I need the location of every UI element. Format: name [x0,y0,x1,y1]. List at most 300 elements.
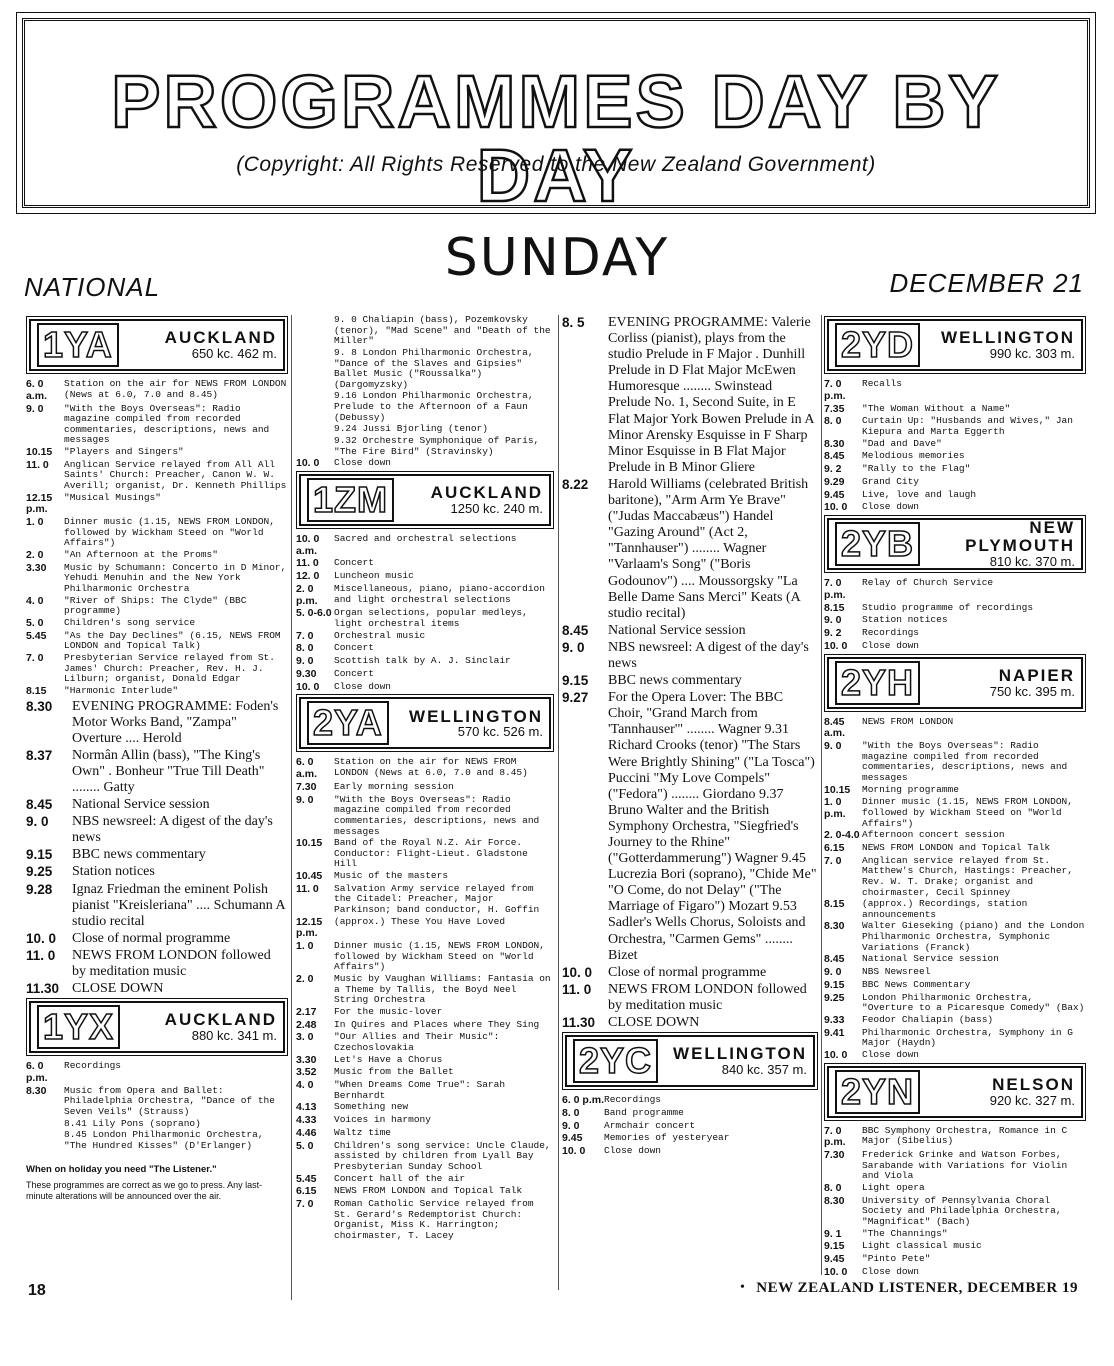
programme-entry [296,1128,554,1140]
entry-text: (approx.) Recordings, station announcements [862,898,1028,920]
entry-text: Melodious memories [862,450,965,462]
programme-entry [562,690,818,964]
programme-entry [824,1050,1086,1062]
entry-text: "Rally to the Flag" [862,463,971,474]
programme-entry [824,856,1086,899]
entry-time: 10. 0 [296,680,320,693]
entry-time: 9. 2 [824,463,842,475]
entry-time: 9. 0 [26,402,44,415]
station-city: WELLINGTON [409,706,543,726]
entry-text: "An Afternoon at the Proms" [64,549,218,560]
entry-text: "River of Ships: The Clyde" (BBC programme) [64,594,247,617]
programme-entry [296,1007,554,1019]
programme-entry [296,608,554,629]
entry-text: Live, love and laugh [862,488,977,500]
programme-entry [26,1119,288,1130]
entry-time: 10. 0 [562,1145,586,1158]
entry-time: 7.30 [824,1149,845,1161]
entry-time: 7.30 [296,780,317,793]
station-header [299,474,551,526]
entry-text: Presbyterian Service relayed from St. James' Church: Preacher, Rev. H. J. Lilburn; organist, Donald Edgar [64,651,275,685]
entry-time: 3.30 [26,561,47,574]
entry-time: 8. 0 [824,415,842,428]
programme-entry [824,451,1086,463]
entry-text: CLOSE DOWN [72,981,164,997]
entry-time [26,1130,64,1151]
programme-entry [824,785,1086,797]
programme-entry [562,673,818,689]
station-call-sign: 2YH [835,661,920,705]
entry-time: 10. 0 [562,964,593,980]
entry-time: 4.33 [296,1114,317,1127]
entry-text: Station on the air for NEWS FROM LONDON (News at 6.0, 7.0 and 8.45) [64,378,287,400]
station-info [920,667,1075,698]
entry-text: Normân Allin (bass), "The King's Own" . Bonheur "True Till Death" ........ Gatty [72,747,265,795]
station-frequency: 750 kc. 395 m. [989,683,1075,699]
station-frequency: 990 kc. 303 m. [989,346,1075,362]
programme-entry [26,550,288,562]
entry-time: 3.30 [296,1053,317,1066]
entry-time: 9.15 [824,978,845,991]
entry-text: Dinner music (1.15, NEWS FROM LONDON, followed by Wickham Steed on "World Affairs") [64,516,275,549]
programme-entry [824,1126,1086,1150]
entry-time: 12.15 p.m. [26,491,53,516]
entry-time: 9.29 [824,475,845,488]
programme-entry [296,795,554,838]
station-header [29,319,285,371]
programme-entry [26,379,288,403]
entry-time: 11. 0 [562,981,592,997]
entry-text: Concert [334,557,374,569]
entry-text: NEWS FROM LONDON followed by meditation music [72,947,271,979]
entry-time: 10. 0 [824,1048,848,1061]
programme-entry [26,699,288,747]
entry-text: Walter Gieseking (piano) and the London Philharmonic Orchestra, Symphonic Variations (Franck) [862,920,1085,953]
station-header [827,319,1083,371]
entry-text: Dinner music (1.15, NEWS FROM LONDON, followed by Wickham Steed on "World Affairs") [334,940,545,973]
programme-entry [26,563,288,595]
programme-entry [296,436,554,457]
entry-text: Scottish talk by A. J. Sinclair [334,655,511,667]
entry-time: 10. 0 [26,930,57,946]
entry-text: NBS newsreel: A digest of the day's news [608,639,809,671]
programme-entry [296,782,554,794]
entry-text: CLOSE DOWN [608,1015,700,1031]
entry-text: BBC news commentary [72,847,206,863]
programme-entry [26,631,288,652]
entry-time: 9. 0 [26,814,49,830]
programme-entry [824,830,1086,842]
copyright-notice: (Copyright: All Rights Reserved to the New Zealand Government) [236,153,876,176]
entry-time: 2. 0 p.m. [296,582,318,607]
entry-text: Anglican Service relayed from All All Saints' Church: Preacher, Canon W. W. Averill; organist, Dr. Kenneth Phillips [64,458,287,491]
station-frequency: 840 kc. 357 m. [721,1062,807,1078]
entry-time: 6.15 [296,1185,317,1198]
entry-time: 4. 0 [26,594,44,607]
programme-entry [824,379,1086,403]
column-1 [26,315,288,1300]
masthead [22,18,1090,217]
programme-entry [296,1055,554,1067]
programme-entry [824,628,1086,640]
entry-text: EVENING PROGRAMME: Valerie Corliss (pianist), plays from the studio Prelude in F Major . Dunhill Prelude in D Flat Major McEwen Humoresque ........ Swinstead Prelude No. 1, Second Suite, in E Flat Major York Bowen Prelude in A Minor Arensky Esquisse in F Sharp Minor Esquisse in B Flat Major Prelude in B Minor Gliere [608,315,814,475]
programme-entry [26,493,288,517]
entry-text: London Philharmonic Orchestra, "Overture to a Picaresque Comedy" (Bax) [862,991,1085,1014]
entry-time: 8.15 [824,898,845,911]
entry-time: 10. 0 [824,639,848,652]
entry-text: Band programme [604,1106,684,1118]
entry-text: Anglican service relayed from St. Matthew's Church, Hastings: Preacher, Rev. W. T. Drake; organist and choirmaster, Cecil Spinney [862,854,1073,898]
programme-entry [26,847,288,863]
entry-text: Close down [862,639,920,651]
entry-text: Close down [334,457,392,469]
entry-text: Concert [334,667,374,679]
programme-entry [296,669,554,681]
entry-time: 8.45 [562,622,589,638]
entry-time: 10. 0 a.m. [296,532,320,557]
entry-time: 9.25 [26,864,53,880]
programme-entry [296,917,554,941]
region-label: NATIONAL [24,272,161,302]
entry-time: 1. 0 [296,940,314,953]
entry-text: Band of the Royal N.Z. Air Force. Conductor: Flight-Lieut. Gladstone Hill [334,837,528,870]
programme-entry [562,315,818,476]
entry-time: 8. 0 [824,1181,842,1194]
programme-entry [824,1241,1086,1253]
entry-time: 9. 0 [562,1119,580,1132]
entry-text: NEWS FROM LONDON and Topical Talk [862,841,1051,853]
entry-time: 9.27 [562,690,589,706]
programme-entry [824,641,1086,653]
station-info [394,484,543,515]
entry-text: Recordings [64,1060,122,1072]
station-city: NAPIER [998,665,1075,685]
programme-entry [824,921,1086,953]
station-info [920,329,1075,360]
column-3 [562,315,818,1275]
station-info [658,1045,807,1076]
entry-time: 6. 0 p.m. [26,1060,48,1084]
entry-text: Morning programme [862,783,959,795]
entry-text: "Musical Musings" [64,491,161,503]
programme-entry [562,965,818,981]
programme-entry [562,623,818,639]
entry-text: Philharmonic Orchestra, Symphony in G Major (Haydn) [862,1026,1073,1049]
publication-name: NEW ZEALAND LISTENER, DECEMBER 19 [756,1280,1078,1296]
entry-time: 6. 0 a.m. [26,378,48,402]
programme-entry [562,982,818,1014]
entry-time: 8.45 [824,953,845,966]
entry-time [296,391,334,423]
entry-text: Grand City [862,475,920,487]
entry-time: 9.41 [824,1026,845,1039]
entry-text: National Service session [608,622,746,638]
station-call-sign: 2YN [835,1070,920,1114]
entry-text: For the music-lover [334,1005,443,1017]
entry-time: 8.15 [824,601,845,614]
programme-entry [26,460,288,492]
programme-entry [296,656,554,668]
entry-time: 1. 0 [26,516,44,529]
entry-time: 6. 0 p.m. [562,1094,605,1107]
programme-entry [296,1186,554,1198]
programme-entry [296,424,554,435]
entry-time: 9.28 [26,881,53,897]
programme-entry [296,315,554,347]
programme-entry [824,954,1086,966]
programme-entry [26,1061,288,1085]
entry-text: Concert [334,642,374,654]
programme-entry [824,899,1086,920]
column-divider [821,315,822,1275]
column-divider [291,315,292,1300]
entry-time: 8.15 [26,684,47,697]
entry-time: 12. 0 [296,570,320,583]
programme-entry [824,615,1086,627]
entry-text: 9. 8 London Philharmonic Orchestra, "Dance of the Slaves and Gipsies" Ballet Music ("Roussalka") (Dargomyzsky) [334,346,534,390]
entry-text: NBS Newsreel [862,966,931,977]
entry-time: 10.45 [296,870,323,882]
entry-text: "The Channings" [862,1227,948,1239]
entry-text: 8.41 Lily Pons (soprano) [64,1117,201,1129]
entry-time: 7. 0 [26,651,44,664]
entry-time: 8.45 [824,450,845,463]
entry-text: For the Opera Lover: The BBC Choir, "Grand March from 'Tannhauser'" ........ Wagner 9.31 Richard Crooks (tenor) "The Stars Were Brightly Shining" ("La Tosca") Puccini "My Love Compels" ("Fedora") ........ Giordano 9.37 Bruno Walter and the British Symphony Orchestra, "Siegfried's Journey to the Rhine" ("Gotterdammerung") Wagner 9.45 Lucrezia Bori (soprano), "Chide Me" "O Come, do not Delay" ("The Marriage of Figaro") Mozart 9.53 Sadler's Wells Chorus, Soloists and Orchestra, "Carmen Gems" ........ Bizet [608,690,817,963]
programme-entry [26,748,288,796]
entry-time: 9. 2 [824,627,842,639]
footer-dot: • [740,1280,745,1295]
entry-text: Orchestral music [334,629,426,641]
entry-text: NBS newsreel: A digest of the day's news [72,814,273,846]
entry-text: Memories of yesteryear [604,1132,730,1144]
entry-time: 7. 0 [296,1198,314,1210]
entry-time: 8. 0 [562,1106,580,1119]
programme-entry [824,843,1086,855]
page-title: PROGRAMMES DAY BY DAY [111,60,1001,217]
programme-entry [824,404,1086,416]
entry-time: 1. 0 p.m. [824,796,846,820]
entry-time: 2. 0 [26,549,44,561]
station-city: AUCKLAND [164,328,277,348]
programme-entry [26,797,288,813]
entry-text: Music by Schumann: Concerto in D Minor, Yehudi Menuhin and the New York Philharmonic Orchestra [64,561,287,594]
station-header [827,657,1083,709]
entry-text: NEWS FROM LONDON [862,715,954,727]
programme-entry [824,578,1086,602]
programme-entry [26,596,288,617]
entry-time: 9.15 [26,847,53,863]
station-header [827,518,1083,570]
programme-entry [296,571,554,583]
programme-entry [296,941,554,973]
station-info [389,708,543,739]
programme-entry [26,1086,288,1118]
entry-time: 5.45 [296,1172,317,1185]
station-city: NEW PLYMOUTH [965,518,1075,556]
entry-time: 3.52 [296,1066,317,1079]
entry-text: BBC news commentary [608,673,742,689]
entry-text: Station on the air for NEWS FROM LONDON (News at 6.0, 7.0 and 8.45) [334,756,528,778]
programme-entry [824,741,1086,784]
entry-time: 4. 0 [296,1079,314,1092]
entry-text: 9.32 Orchestre Symphonique of Paris, "The Fire Bird" (Stravinsky) [334,434,540,457]
entry-text: Waltz time [334,1126,392,1138]
entry-time: 8.37 [26,747,53,763]
programme-entry [296,1115,554,1127]
entry-time: 11.30 [562,1015,596,1031]
programme-entry [296,1067,554,1079]
programme-entry [296,974,554,1006]
entry-time: 6. 0 a.m. [296,756,318,781]
entry-text: "With the Boys Overseas": Radio magazine compiled from recorded commentaries, descriptions, news and messages [862,740,1068,783]
note-text: These programmes are correct as we go to press. Any last-minute alterations will be announced over the air. [26,1180,263,1201]
entry-time: 7. 0 p.m. [824,378,846,402]
entry-text: Recordings [604,1094,662,1106]
programme-entry [824,464,1086,476]
station-city: NELSON [992,1074,1075,1094]
station-frequency: 880 kc. 341 m. [191,1028,277,1044]
entry-text: Something new [334,1101,409,1113]
programme-entry [824,477,1086,489]
programme-entry [824,1183,1086,1195]
programme-entry [296,348,554,391]
entry-time: 9. 0 [296,793,314,806]
station-call-sign: 2YB [835,522,920,566]
entry-text: Armchair concert [604,1119,696,1131]
station-info [119,329,277,360]
programme-entry [824,1196,1086,1228]
station-city: WELLINGTON [673,1044,807,1064]
entry-text: 9.16 London Philharmonic Orchestra, Prelude to the Afternoon of a Faun (Debussy) [334,390,534,423]
day-heading: SUNDAY [444,228,670,288]
entry-time: 7. 0 p.m. [824,1124,846,1149]
station-frequency: 1250 kc. 240 m. [450,500,543,516]
entry-time: 9.45 [562,1132,583,1145]
entry-time: 4.46 [296,1126,317,1139]
entry-time: 4.13 [296,1101,317,1114]
station-info [120,1011,277,1042]
programme-entry [296,1032,554,1053]
entry-text: Close down [862,1048,920,1060]
station-call-sign: 1YA [37,323,119,367]
note-title: When on holiday you need "The Listener." [26,1164,217,1176]
entry-time: 5. 0 [26,616,44,629]
entry-text: Luncheon music [334,570,414,582]
entry-text: Sacred and orchestral selections [334,532,517,544]
station-city: AUCKLAND [430,483,543,503]
column-4 [824,315,1086,1278]
entry-text: Curtain Up: "Husbands and Wives," Jan Kiepura and Marta Eggerth [862,415,1073,437]
entry-text: NEWS FROM LONDON followed by meditation music [608,981,807,1013]
programme-entry [824,993,1086,1014]
date-label: DECEMBER 21 [889,268,1084,298]
programme-entry [296,871,554,883]
entry-text: BBC News Commentary [862,978,971,990]
entry-time: 11. 0 [296,882,319,895]
station-call-sign: 2YD [835,323,920,367]
entry-time: 2.17 [296,1005,317,1018]
entry-time: 9.30 [296,667,317,680]
programme-entry [26,404,288,447]
programme-entry [26,981,288,997]
station-frequency: 920 kc. 327 m. [989,1092,1075,1108]
entry-time: 9.33 [824,1013,845,1026]
entry-text: Voices in harmony [334,1114,431,1126]
entry-text: BBC Symphony Orchestra, Romance in C Major (Sibelius) [862,1124,1068,1147]
entry-text: Music by Vaughan Williams: Fantasia on a Theme by Tallis, the Boyd Neel String Orchestra [334,973,551,1006]
entry-text: Children's song service: Uncle Claude, assisted by children from Lyall Bay Presbyterian Sunday School [334,1139,551,1172]
programme-entry [26,618,288,630]
entry-text: Harold Williams (celebrated British baritone), "Arm Arm Ye Brave" ("Judas Maccabæus") Handel "Gazing Around" (Act 2, "Tannhauser") ........ Wagner "Varlaam's Song" ("Boris Godounov") .... Moussorgsky "La Belle Dame Sans Merci" Keats (A studio recital) [608,476,809,621]
entry-time [296,348,334,391]
entry-text: 9.24 Jussi Bjorling (tenor) [334,423,488,435]
programme-entry [296,584,554,608]
entry-time: 2.48 [296,1018,317,1031]
entry-time: 9. 1 [824,1227,842,1240]
entry-text: "The Woman Without a Name" [862,402,1011,414]
entry-text: Station notices [72,864,155,880]
entry-text: Roman Catholic Service relayed from St. Gerard's Redemptorist Church: Organist, Miss K. Harrington; choirmaster, T. Lacey [334,1198,534,1241]
programme-entry [26,447,288,459]
entry-time: 10.15 [824,783,851,796]
entry-text: 8.45 London Philharmonic Orchestra, "The Hundred Kisses" (D'Erlanger) [64,1129,264,1151]
entry-text: (approx.) These You Have Loved [334,915,506,927]
entry-time [296,436,334,457]
entry-text: National Service session [862,953,999,965]
entry-time: 8.30 [824,920,845,933]
programme-entry [26,948,288,980]
station-city: AUCKLAND [164,1010,277,1030]
entry-time [296,315,334,347]
entry-time: 11.30 [26,981,60,997]
entry-text: In Quires and Places where They Sing [334,1018,540,1030]
programme-entry [562,1095,818,1107]
column-divider [558,315,559,1290]
station-frequency: 650 kc. 462 m. [191,346,277,362]
programme-entry [824,1267,1086,1279]
programme-entry [296,458,554,470]
entry-time: 8.30 [26,698,53,714]
programme-entry [26,882,288,930]
entry-time: 12.15 p.m. [296,915,323,940]
programme-entry [296,631,554,643]
programme-entry [296,391,554,423]
entry-text: "When Dreams Come True": Sarah Bernhardt [334,1079,506,1101]
entry-text: Afternoon concert session [862,829,1005,841]
programme-entry [824,1028,1086,1049]
entry-time: 6.15 [824,841,845,854]
entry-text: "Dad and Dave" [862,437,942,449]
entry-text: Station notices [862,614,948,626]
entry-text: Early morning session [334,780,454,792]
programme-entry [824,502,1086,514]
entry-text: Close down [862,1265,920,1277]
entry-time: 7. 0 p.m. [824,577,846,601]
programme-entry [296,682,554,694]
programme-entry [296,757,554,781]
entry-text: Relay of Church Service [862,577,994,588]
programme-entry [296,534,554,558]
entry-time: 8. 0 [296,642,314,655]
programme-entry [562,1108,818,1120]
entry-time: 9. 0 [296,655,314,668]
entry-time: 5. 0-6.0 [296,607,332,620]
programme-entry [562,1146,818,1158]
entry-text: Miscellaneous, piano, piano-accordion and light orchestral selections [334,582,545,605]
station-header [565,1035,815,1087]
entry-time: 9.45 [824,488,845,501]
entry-time: 7.35 [824,402,845,415]
